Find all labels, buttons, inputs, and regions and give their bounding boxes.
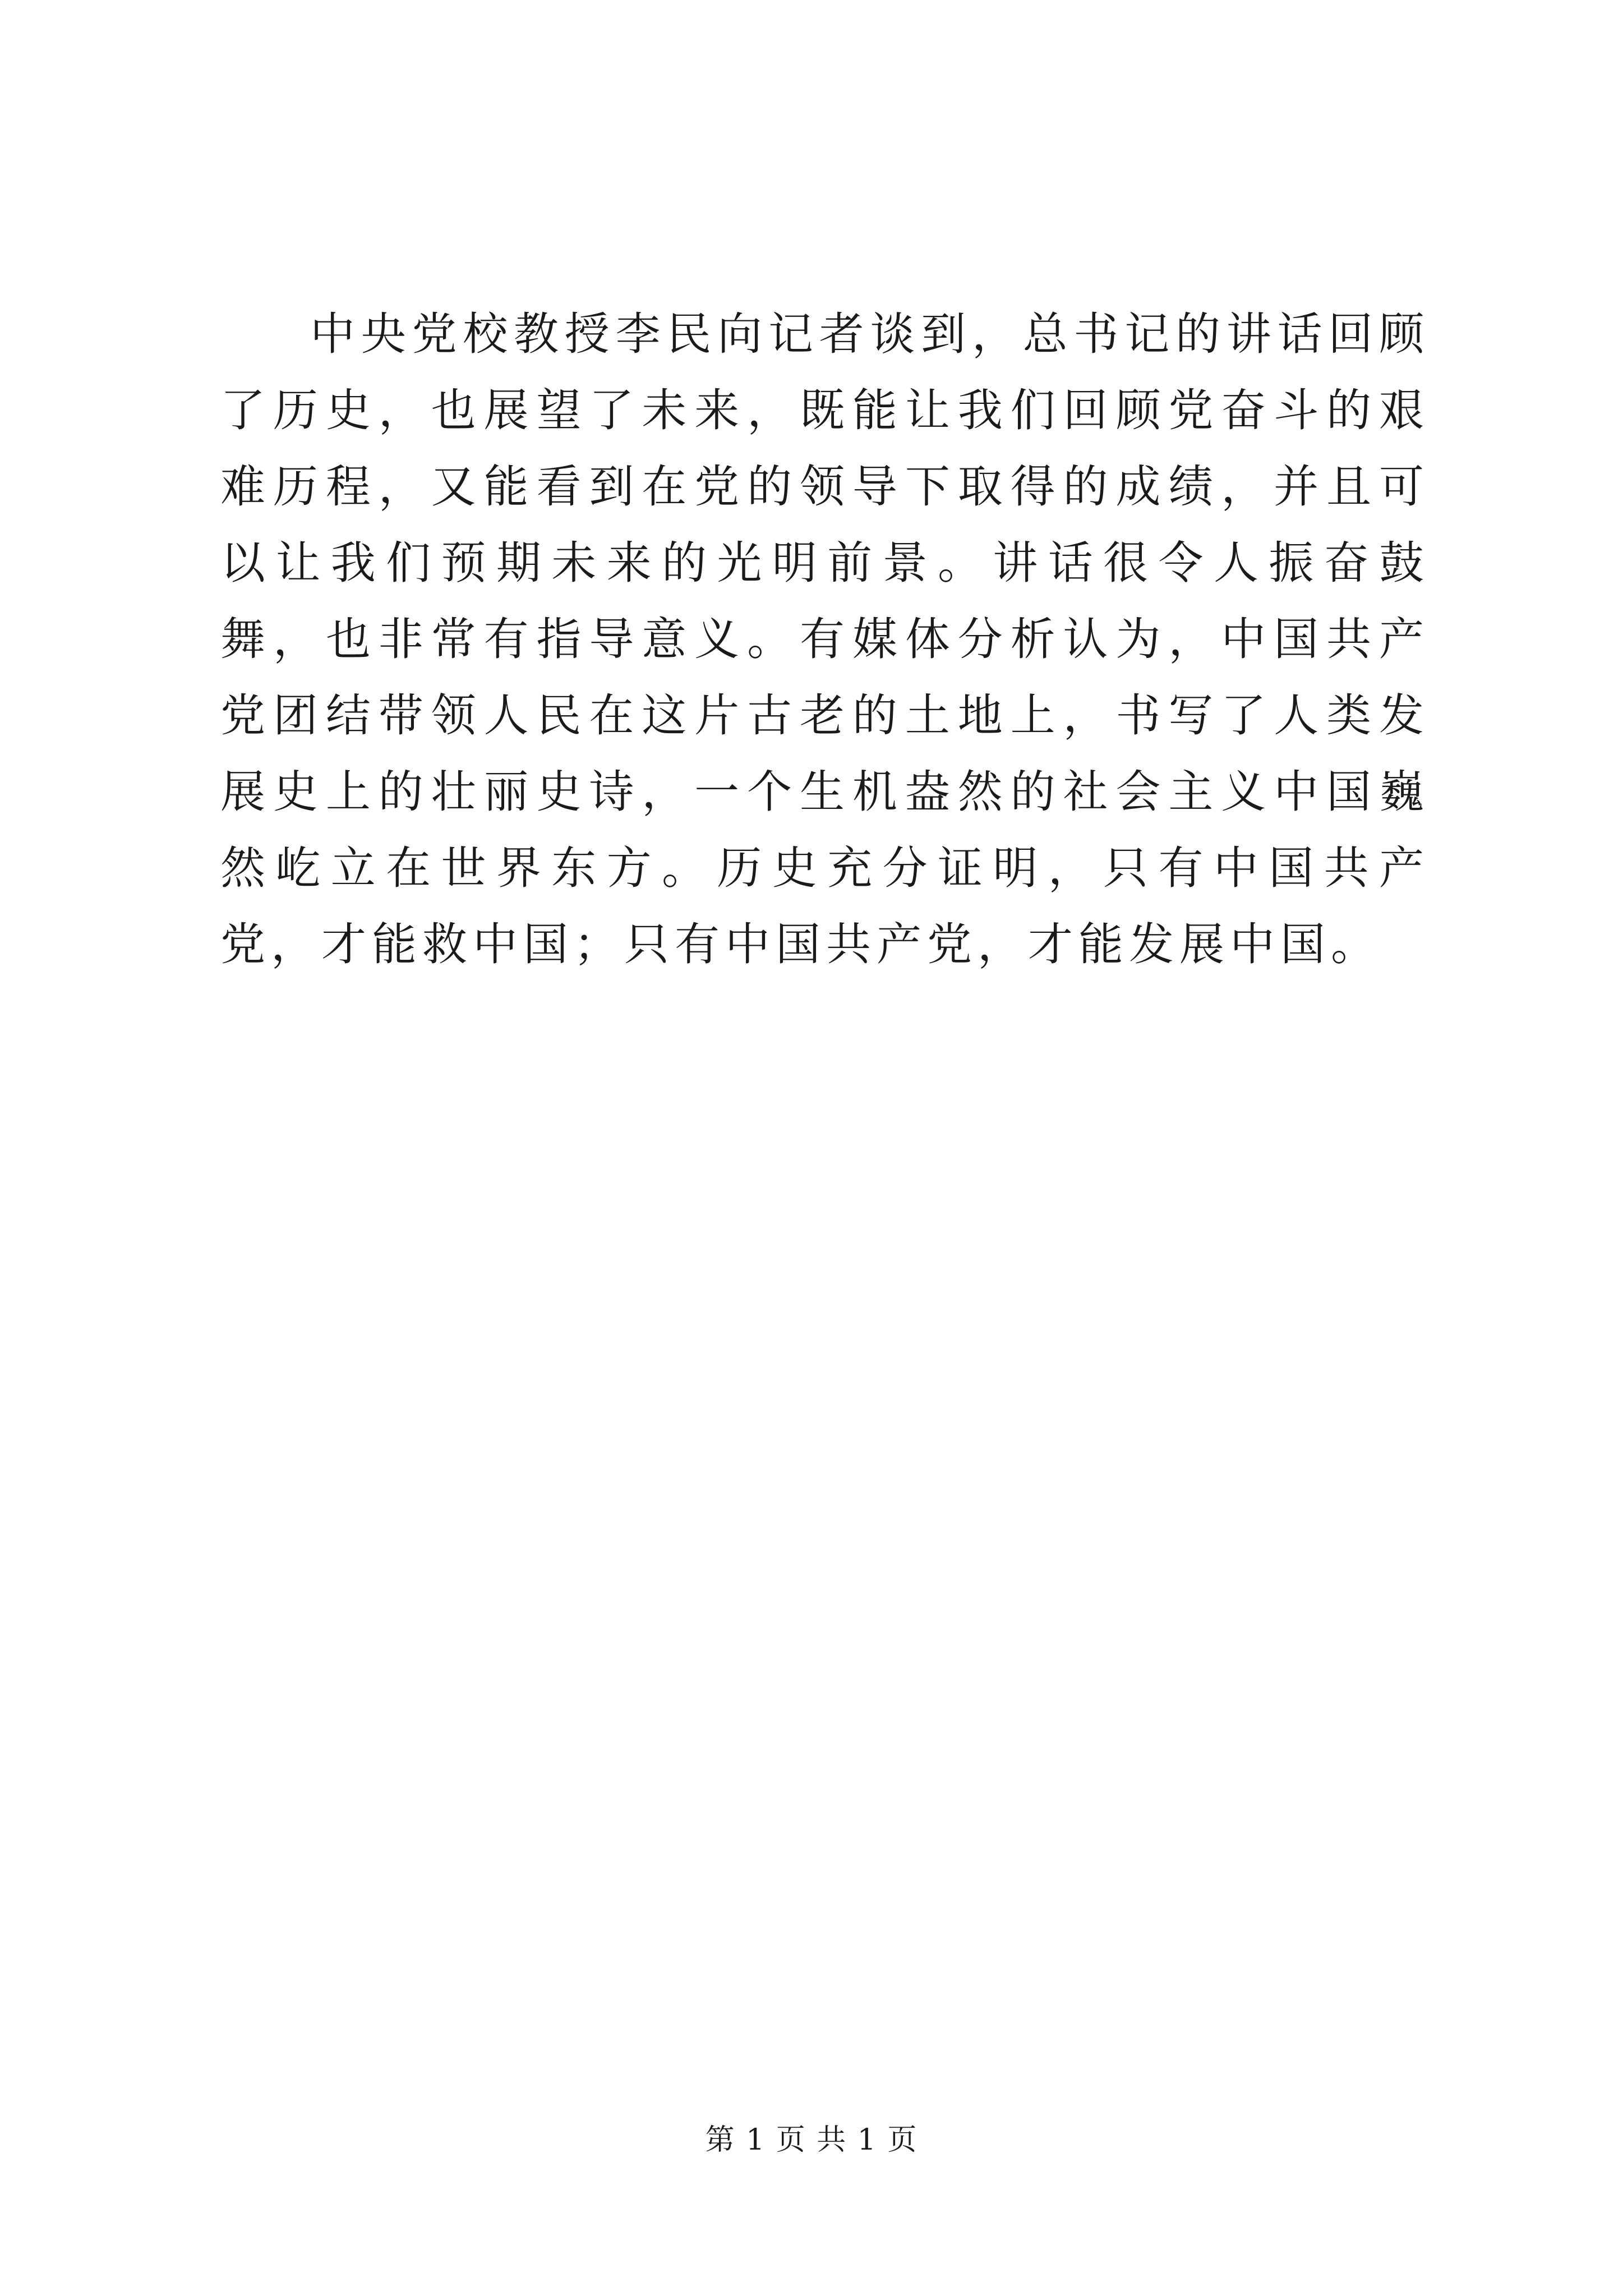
body-paragraph: 中央党校教授李民向记者谈到，总书记的讲话回顾了历史，也展望了未来，既能让我们回顾党奋斗的艰难历程，又能看到在党的领导下取得的成绩，并且可以让我们预期未来的光明前景。讲话很令人振奋鼓舞，也非常有指导意义。有媒体分析认为，中国共产党团结带领人民在这片古老的土地上，书写了人类发展史上的壮丽史诗，一个生机盎然的社会主义中国巍然屹立在世界东方。历史充分证明，只有中国共产党，才能救中国；只有中国共产党，才能发展中国。 — [220, 308, 1430, 970]
page-number-footer: 第 1 页 共 1 页 — [705, 2123, 918, 2157]
